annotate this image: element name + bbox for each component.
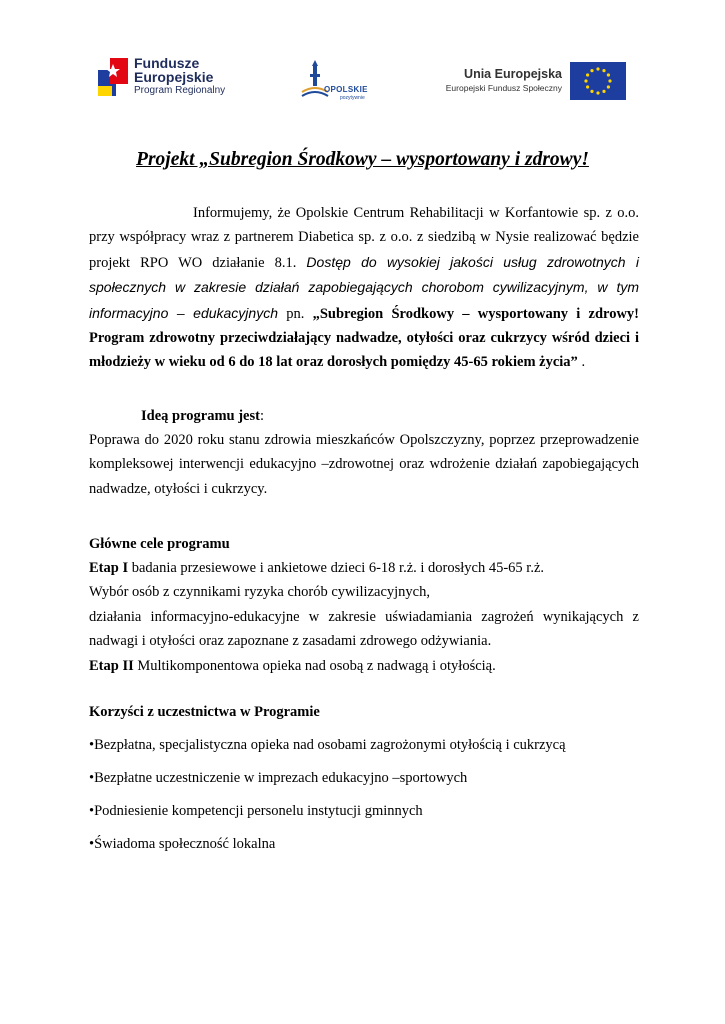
idea-text: Poprawa do 2020 roku stanu zdrowia mieszkańców Opolszczyzny, poprzez przeprowadzenie kompleksowej interwencji edukacyjno –zdrowotnej oraz wdrożenie działań zapobiegających nadwadze, otyłości i cukrzycy. <box>89 432 639 497</box>
intro-part1: Informujemy, że Opolskie Centrum Rehabilitacji w Korfantowie sp. z o.o. przy współpracy wraz z partnerem Diabetica sp. z o.o. z siedzibą w Nysie realizować będzie projekt RPO WO działanie 8.1. <box>89 205 639 271</box>
intro-part3: . <box>577 354 586 371</box>
intro-paragraph <box>89 201 639 375</box>
benefits-heading <box>89 700 639 724</box>
opolskie-name: OPOLSKIE <box>324 85 368 94</box>
fe-line1: Fundusze <box>134 55 200 71</box>
goals-stage2 <box>89 654 639 678</box>
intro-action-name: Dostęp do wysokiej jakości usług zdrowotnych i społecznych w zakresie działań zapobiegających chorobom cywilizacyjnym, w tym informacyjno – edukacyjnych <box>89 253 639 321</box>
fe-line2: Europejskie <box>134 69 214 85</box>
logo-fundusze-europejskie <box>96 54 246 104</box>
goals-line2: Wybór osób z czynnikami ryzyka chorób cywilizacyjnych, <box>89 584 430 600</box>
ue-line2: Europejski Fundusz Społeczny <box>445 83 562 93</box>
idea-heading: Ideą programu jest <box>141 408 260 424</box>
benefit-item: •Bezpłatna, specjalistyczna opieka nad osobami zagrożonymi otyłością i cukrzycą <box>89 737 566 753</box>
stage2-label: Etap II <box>89 658 134 674</box>
goals-line3: działania informacyjno-edukacyjne w zakresie uświadamiania zagrożeń wynikających z nadwagi i otyłości oraz zapoznane z zasadami zdrowego odżywiania. <box>89 609 639 650</box>
opolskie-tower-icon <box>300 60 330 100</box>
idea-colon: : <box>259 408 264 424</box>
stage2-text: Multikomponentowa opieka nad osobą z nadwagą i otyłością. <box>133 658 496 674</box>
fundusze-flag-icon <box>96 56 130 96</box>
logo-opolskie <box>298 60 370 106</box>
eu-flag-icon <box>570 62 626 100</box>
idea-heading-line <box>89 404 639 428</box>
logo-unia-europejska <box>442 60 630 102</box>
benefits-heading-text: Korzyści z uczestnictwa w Programie <box>89 704 320 720</box>
intro-program-name: „Subregion Środkowy – wysportowany i zdrowy! Program zdrowotny przeciwdziałający nadwadze, otyłości oraz cukrzycy wśród dzieci i młodzieży w wieku od 6 do 18 lat oraz dorosłych pomiędzy 45-65 rokiem życia” <box>89 305 639 371</box>
goals-heading <box>89 532 639 556</box>
benefit-item: •Podniesienie kompetencji personelu instytucji gminnych <box>89 803 423 819</box>
opolskie-sub: pozytywnie <box>340 95 365 101</box>
benefit-item: •Bezpłatne uczestniczenie w imprezach edukacyjno –sportowych <box>89 770 468 786</box>
ue-line1: Unia Europejska <box>464 67 562 81</box>
page-title: Projekt „Subregion Środkowy – wysportowany i zdrowy! <box>136 149 589 170</box>
intro-part2: pn. <box>277 305 313 322</box>
stage1-label: Etap I <box>89 560 129 576</box>
fe-line3: Program Regionalny <box>134 85 226 96</box>
goals-heading-text: Główne cele programu <box>89 536 230 552</box>
stage1-text: badania przesiewowe i ankietowe dzieci 6-18 r.ż. i dorosłych 45-65 r.ż. <box>128 560 545 576</box>
goals-stage1 <box>89 556 639 580</box>
benefit-item: •Świadoma społeczność lokalna <box>89 836 276 852</box>
